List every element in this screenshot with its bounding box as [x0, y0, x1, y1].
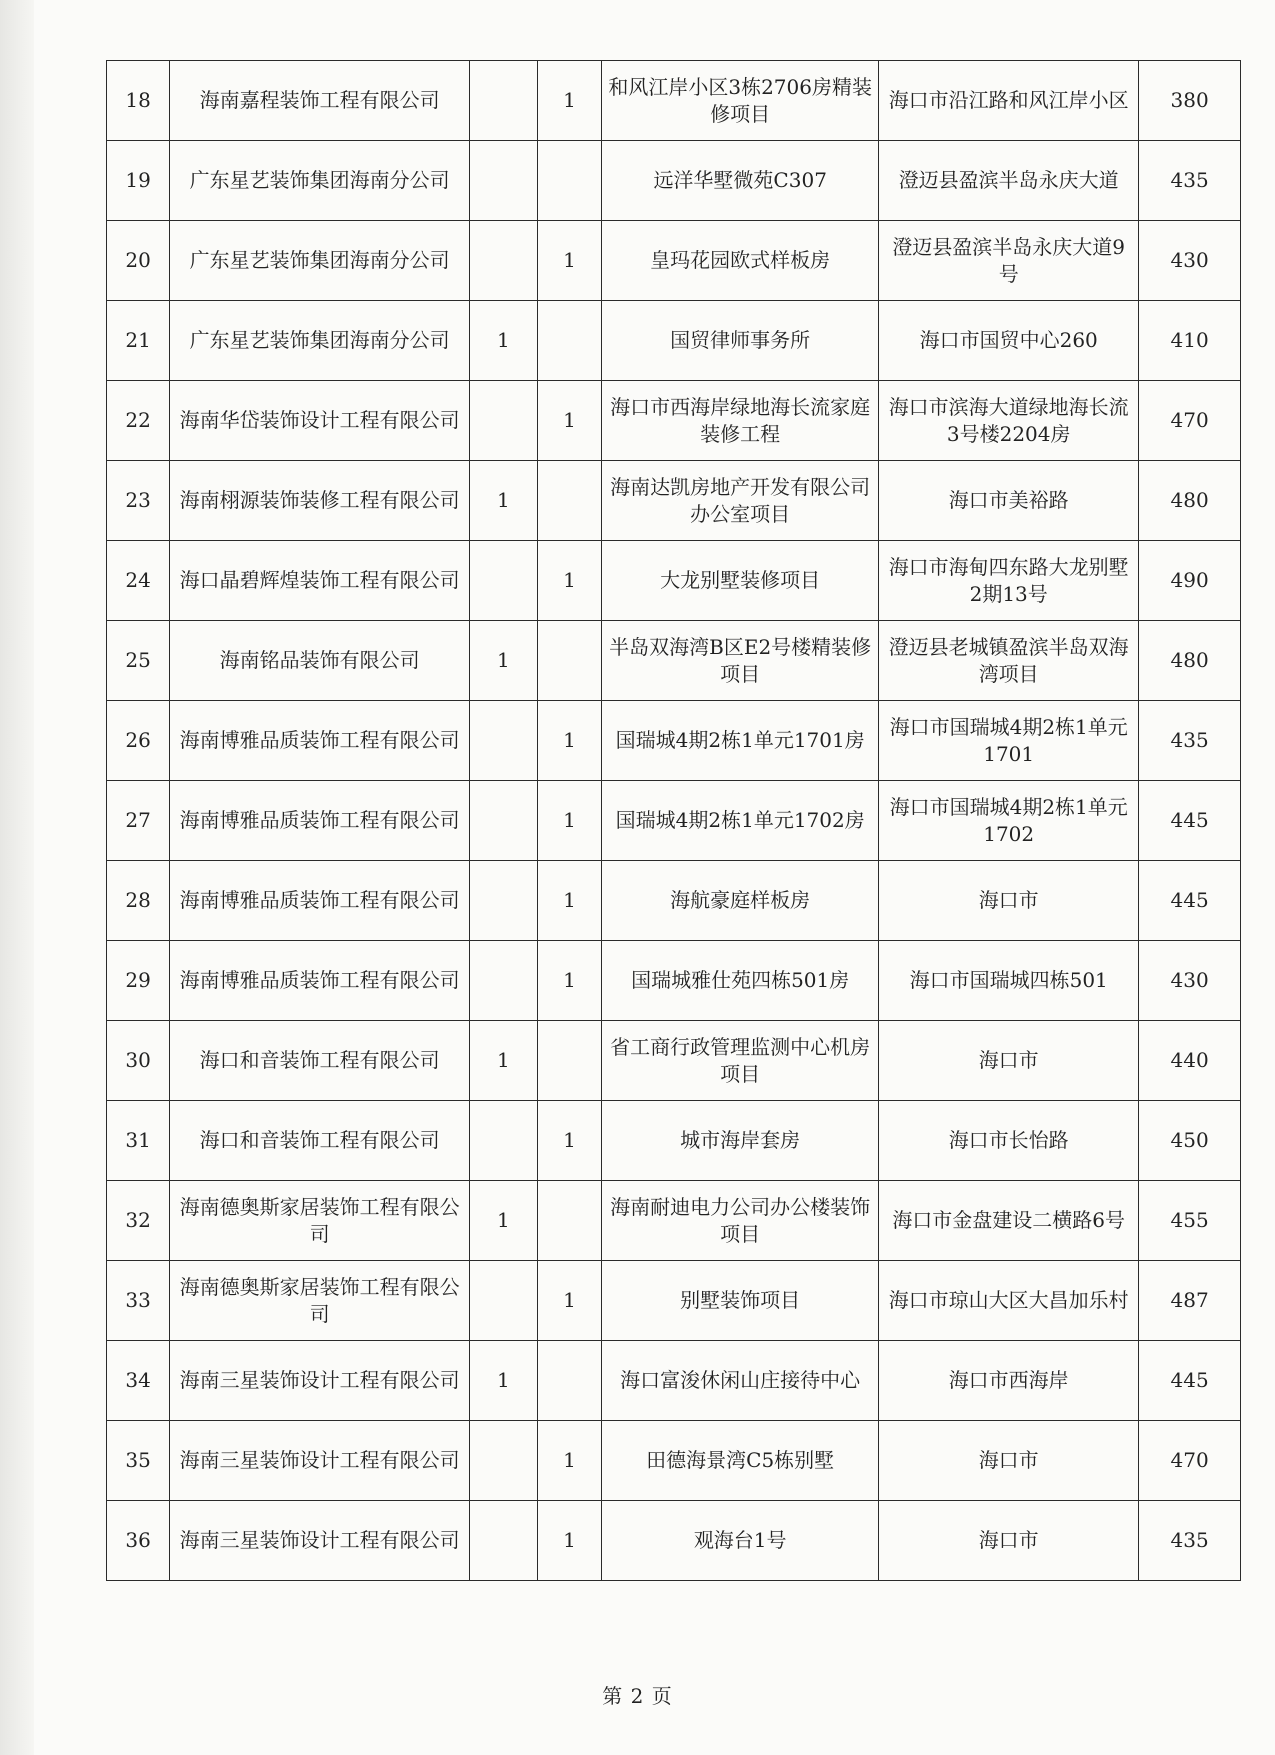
table-row: [107, 1341, 1241, 1421]
cell-location: 澄迈县盈滨半岛永庆大道9号: [879, 221, 1139, 301]
cell-location: 海口市滨海大道绿地海长流3号楼2204房: [879, 381, 1139, 461]
cell-mark-b: [537, 1021, 601, 1101]
cell-no: 23: [107, 461, 170, 541]
cell-project: 远洋华墅微苑C307: [602, 141, 879, 221]
cell-mark-a: 1: [469, 621, 537, 701]
cell-location: 海口市金盘建设二横路6号: [879, 1181, 1139, 1261]
cell-mark-b: [537, 1341, 601, 1421]
cell-project: 省工商行政管理监测中心机房项目: [602, 1021, 879, 1101]
cell-location: 海口市海甸四东路大龙别墅2期13号: [879, 541, 1139, 621]
table-row: [107, 141, 1241, 221]
cell-no: 28: [107, 861, 170, 941]
cell-mark-a: [469, 221, 537, 301]
cell-project: 大龙别墅装修项目: [602, 541, 879, 621]
cell-no: 31: [107, 1101, 170, 1181]
cell-no: 34: [107, 1341, 170, 1421]
table-row: [107, 301, 1241, 381]
cell-company: 海口和音装饰工程有限公司: [170, 1021, 470, 1101]
cell-no: 35: [107, 1421, 170, 1501]
cell-project: 观海台1号: [602, 1501, 879, 1581]
table-row: [107, 1021, 1241, 1101]
cell-location: 海口市西海岸: [879, 1341, 1139, 1421]
cell-location: 海口市: [879, 1421, 1139, 1501]
table-row: [107, 381, 1241, 461]
cell-mark-b: 1: [537, 381, 601, 461]
cell-score: 445: [1139, 1341, 1241, 1421]
cell-mark-b: [537, 621, 601, 701]
cell-score: 470: [1139, 381, 1241, 461]
cell-mark-a: [469, 381, 537, 461]
table-row: [107, 781, 1241, 861]
cell-score: 435: [1139, 1501, 1241, 1581]
cell-no: 33: [107, 1261, 170, 1341]
table-row: [107, 941, 1241, 1021]
cell-company: 海口晶碧辉煌装饰工程有限公司: [170, 541, 470, 621]
cell-no: 25: [107, 621, 170, 701]
cell-score: 435: [1139, 701, 1241, 781]
cell-company: 海南铭品装饰有限公司: [170, 621, 470, 701]
cell-no: 18: [107, 61, 170, 141]
cell-project: 国瑞城4期2栋1单元1701房: [602, 701, 879, 781]
cell-mark-b: 1: [537, 1501, 601, 1581]
cell-company: 海南三星装饰设计工程有限公司: [170, 1421, 470, 1501]
cell-company: 海口和音装饰工程有限公司: [170, 1101, 470, 1181]
cell-project: 海口富浚休闲山庄接待中心: [602, 1341, 879, 1421]
table-row: [107, 1501, 1241, 1581]
cell-no: 32: [107, 1181, 170, 1261]
table-row: [107, 541, 1241, 621]
cell-company: 海南博雅品质装饰工程有限公司: [170, 701, 470, 781]
cell-mark-b: 1: [537, 221, 601, 301]
cell-score: 380: [1139, 61, 1241, 141]
cell-company: 海南博雅品质装饰工程有限公司: [170, 941, 470, 1021]
cell-mark-b: 1: [537, 701, 601, 781]
cell-location: 海口市沿江路和风江岸小区: [879, 61, 1139, 141]
cell-score: 470: [1139, 1421, 1241, 1501]
cell-mark-a: [469, 541, 537, 621]
scan-margin: [0, 0, 34, 1755]
cell-project: 皇玛花园欧式样板房: [602, 221, 879, 301]
cell-mark-b: [537, 461, 601, 541]
cell-mark-b: 1: [537, 941, 601, 1021]
table-row: [107, 1261, 1241, 1341]
cell-mark-b: 1: [537, 1421, 601, 1501]
cell-no: 36: [107, 1501, 170, 1581]
cell-no: 26: [107, 701, 170, 781]
cell-no: 21: [107, 301, 170, 381]
cell-mark-b: 1: [537, 1261, 601, 1341]
cell-mark-a: [469, 1501, 537, 1581]
cell-project: 国贸律师事务所: [602, 301, 879, 381]
cell-company: 海南德奥斯家居装饰工程有限公司: [170, 1261, 470, 1341]
cell-mark-a: 1: [469, 1341, 537, 1421]
cell-project: 田德海景湾C5栋别墅: [602, 1421, 879, 1501]
cell-no: 22: [107, 381, 170, 461]
cell-project: 半岛双海湾B区E2号楼精装修项目: [602, 621, 879, 701]
cell-mark-a: [469, 1101, 537, 1181]
cell-company: 海南三星装饰设计工程有限公司: [170, 1501, 470, 1581]
cell-score: 445: [1139, 781, 1241, 861]
cell-score: 487: [1139, 1261, 1241, 1341]
cell-location: 澄迈县盈滨半岛永庆大道: [879, 141, 1139, 221]
cell-score: 455: [1139, 1181, 1241, 1261]
cell-mark-b: [537, 1181, 601, 1261]
cell-project: 海南耐迪电力公司办公楼装饰项目: [602, 1181, 879, 1261]
cell-mark-a: 1: [469, 1021, 537, 1101]
cell-location: 海口市琼山大区大昌加乐村: [879, 1261, 1139, 1341]
cell-company: 海南德奥斯家居装饰工程有限公司: [170, 1181, 470, 1261]
cell-project: 和风江岸小区3栋2706房精装修项目: [602, 61, 879, 141]
records-table: [106, 60, 1241, 1581]
table-row: [107, 861, 1241, 941]
cell-score: 450: [1139, 1101, 1241, 1181]
cell-project: 海南达凯房地产开发有限公司办公室项目: [602, 461, 879, 541]
cell-project: 国瑞城4期2栋1单元1702房: [602, 781, 879, 861]
cell-mark-a: [469, 701, 537, 781]
cell-project: 别墅装饰项目: [602, 1261, 879, 1341]
cell-mark-a: 1: [469, 461, 537, 541]
cell-location: 海口市: [879, 1021, 1139, 1101]
cell-location: 海口市: [879, 1501, 1139, 1581]
records-body: [107, 61, 1241, 1581]
cell-score: 435: [1139, 141, 1241, 221]
cell-score: 480: [1139, 621, 1241, 701]
cell-location: 海口市: [879, 861, 1139, 941]
table-row: [107, 461, 1241, 541]
cell-mark-b: 1: [537, 541, 601, 621]
cell-mark-a: [469, 61, 537, 141]
cell-mark-b: [537, 141, 601, 221]
cell-location: 澄迈县老城镇盈滨半岛双海湾项目: [879, 621, 1139, 701]
cell-mark-b: 1: [537, 781, 601, 861]
cell-no: 29: [107, 941, 170, 1021]
cell-company: 广东星艺装饰集团海南分公司: [170, 141, 470, 221]
cell-mark-a: 1: [469, 1181, 537, 1261]
cell-company: 海南博雅品质装饰工程有限公司: [170, 861, 470, 941]
table-row: [107, 221, 1241, 301]
cell-mark-b: [537, 301, 601, 381]
table-row: [107, 701, 1241, 781]
cell-company: 海南栩源装饰装修工程有限公司: [170, 461, 470, 541]
cell-location: 海口市国瑞城四栋501: [879, 941, 1139, 1021]
cell-company: 海南三星装饰设计工程有限公司: [170, 1341, 470, 1421]
cell-location: 海口市国瑞城4期2栋1单元1701: [879, 701, 1139, 781]
cell-score: 445: [1139, 861, 1241, 941]
cell-no: 19: [107, 141, 170, 221]
cell-company: 海南华岱装饰设计工程有限公司: [170, 381, 470, 461]
cell-score: 440: [1139, 1021, 1241, 1101]
table-row: [107, 61, 1241, 141]
table-row: [107, 1101, 1241, 1181]
cell-mark-a: [469, 941, 537, 1021]
cell-mark-a: [469, 1421, 537, 1501]
cell-no: 20: [107, 221, 170, 301]
table-row: [107, 1181, 1241, 1261]
cell-project: 国瑞城雅仕苑四栋501房: [602, 941, 879, 1021]
cell-mark-a: 1: [469, 301, 537, 381]
cell-company: 海南博雅品质装饰工程有限公司: [170, 781, 470, 861]
cell-project: 海口市西海岸绿地海长流家庭装修工程: [602, 381, 879, 461]
cell-mark-a: [469, 141, 537, 221]
cell-project: 城市海岸套房: [602, 1101, 879, 1181]
cell-company: 广东星艺装饰集团海南分公司: [170, 301, 470, 381]
cell-score: 430: [1139, 941, 1241, 1021]
cell-mark-a: [469, 781, 537, 861]
table-row: [107, 1421, 1241, 1501]
cell-company: 海南嘉程装饰工程有限公司: [170, 61, 470, 141]
cell-no: 30: [107, 1021, 170, 1101]
cell-score: 490: [1139, 541, 1241, 621]
cell-no: 24: [107, 541, 170, 621]
cell-mark-a: [469, 1261, 537, 1341]
table-row: [107, 621, 1241, 701]
cell-location: 海口市国瑞城4期2栋1单元1702: [879, 781, 1139, 861]
cell-project: 海航豪庭样板房: [602, 861, 879, 941]
cell-no: 27: [107, 781, 170, 861]
cell-mark-b: 1: [537, 861, 601, 941]
cell-mark-b: 1: [537, 61, 601, 141]
cell-score: 410: [1139, 301, 1241, 381]
cell-location: 海口市国贸中心260: [879, 301, 1139, 381]
cell-mark-b: 1: [537, 1101, 601, 1181]
page-number: 第 2 页: [602, 1684, 673, 1708]
cell-company: 广东星艺装饰集团海南分公司: [170, 221, 470, 301]
cell-location: 海口市美裕路: [879, 461, 1139, 541]
cell-mark-a: [469, 861, 537, 941]
cell-score: 430: [1139, 221, 1241, 301]
cell-score: 480: [1139, 461, 1241, 541]
cell-location: 海口市长怡路: [879, 1101, 1139, 1181]
